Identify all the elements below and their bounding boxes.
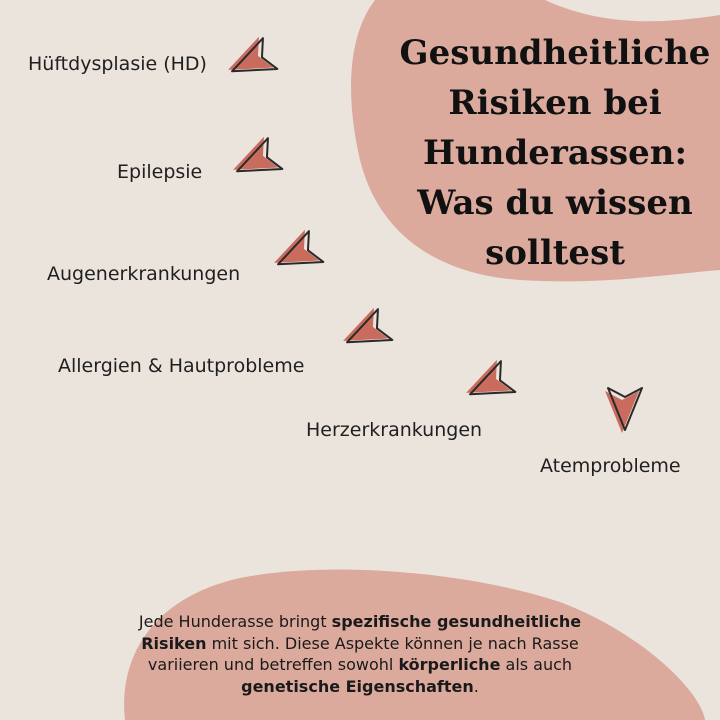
description-part: als auch bbox=[500, 655, 573, 674]
arrow-icon bbox=[595, 378, 655, 438]
risk-label-allergies: Allergien & Hautprobleme bbox=[58, 355, 305, 377]
arrow-icon bbox=[222, 32, 282, 92]
description-text bbox=[130, 611, 590, 697]
description-emphasis: körperliche bbox=[398, 655, 501, 674]
title-line: Risiken bei bbox=[448, 83, 662, 123]
description-part: Jede Hunderasse bringt bbox=[138, 612, 332, 631]
title-line: Gesundheitliche bbox=[399, 33, 711, 73]
description-part: mit sich. Diese Aspekte können je nach Rasse variieren und betreffen sowohl bbox=[147, 633, 579, 674]
title-line: Was du wissen bbox=[417, 183, 693, 223]
title-line: Hunderassen: bbox=[422, 133, 688, 173]
risk-label-breathing: Atemprobleme bbox=[540, 455, 681, 477]
description-part: . bbox=[473, 676, 479, 696]
arrow-icon bbox=[268, 225, 328, 285]
risk-label-heart-diseases: Herzerkrankungen bbox=[306, 419, 483, 441]
arrow-icon bbox=[460, 355, 520, 415]
page-title bbox=[395, 28, 715, 278]
risk-label-hip-dysplasia: Hüftdysplasie (HD) bbox=[28, 53, 207, 75]
description-emphasis: genetische Eigenschaften bbox=[241, 676, 474, 696]
description-emphasis: spezifische gesundheitliche Risiken bbox=[141, 612, 582, 653]
arrow-icon bbox=[337, 303, 397, 363]
title-line: solltest bbox=[485, 233, 625, 273]
arrow-icon bbox=[227, 132, 287, 192]
risk-label-eye-diseases: Augenerkrankungen bbox=[47, 263, 241, 285]
risk-label-epilepsy: Epilepsie bbox=[117, 161, 203, 183]
